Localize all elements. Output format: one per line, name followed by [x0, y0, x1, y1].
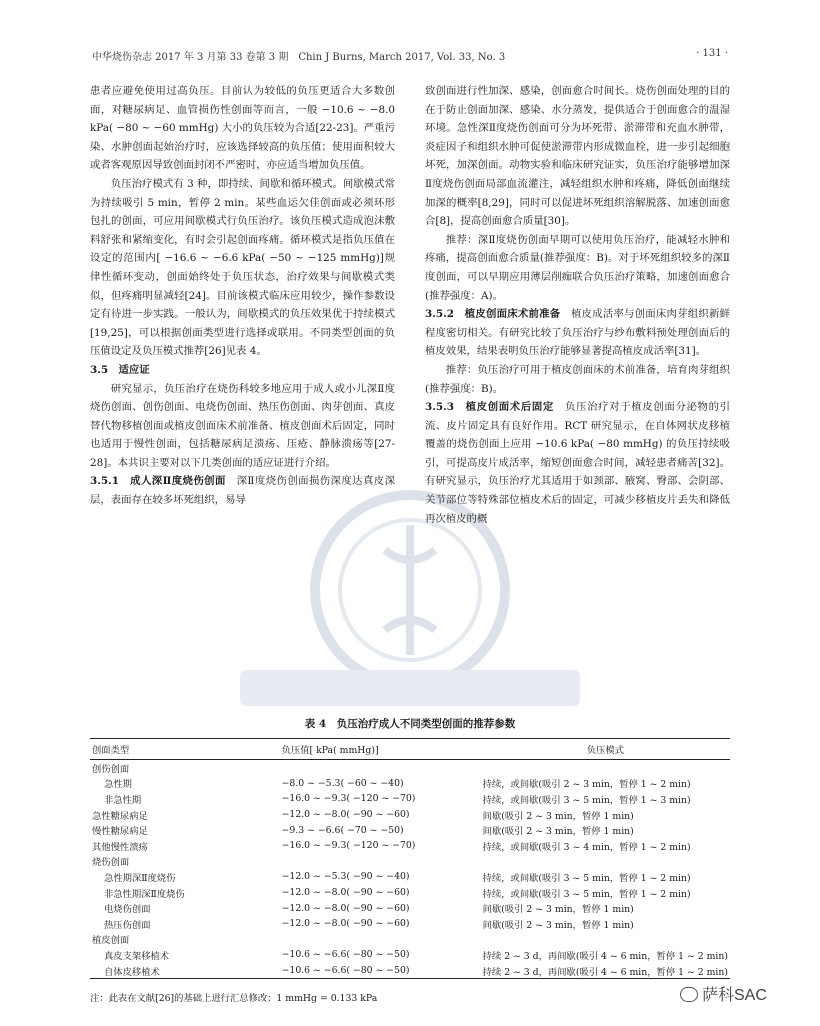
table-caption: 表 4 负压治疗成人不同类型创面的推荐参数	[304, 718, 516, 730]
paragraph: 深Ⅱ度烧伤创面损伤深度达真皮深层，表面存在较多坏死组织，易导	[90, 475, 395, 507]
cell-wound-type: 非急性期	[104, 794, 142, 806]
cell-pressure-value: −12.0 ~ −8.0( −90 ~ −60)	[281, 809, 410, 821]
cell-pressure-mode: 持续，或间歇(吸引 3 ~ 5 min，暂停 1 ~ 2 min)	[482, 872, 691, 884]
table-row	[90, 900, 730, 916]
table-row	[90, 760, 730, 776]
cell-pressure-value: −12.0 ~ −5.3( −90 ~ −40)	[281, 871, 410, 883]
table-row	[90, 885, 730, 901]
table-row	[90, 822, 730, 838]
table-header-row	[90, 739, 730, 760]
paragraph: 负压治疗对于植皮创面分泌物的引流、皮片固定具有良好作用。RCT 研究显示，在自体网状皮移植覆盖的烧伤创面上应用 −10.6 kPa( −80 mmHg) 的负压持续吸引，可提高皮片成活率，缩短创面愈合时间，减轻患者痛苦[32]。有研究显示，负压治疗尤其适用于如颈部、腋窝、臀部、会阴部、关节部位等特殊部位植皮术后的固定，可减少移植皮片丢失和降低再次植皮的概	[425, 401, 730, 525]
subsection-heading: 3.5.2 植皮创面床术前准备	[425, 308, 561, 321]
cell-wound-type: 真皮支架移植术	[104, 950, 170, 962]
section-heading: 3.5 适应证	[90, 363, 150, 376]
header-wound-type: 创面类型	[90, 739, 280, 760]
table-row	[90, 916, 730, 932]
cell-pressure-mode: 间歇(吸引 2 ~ 3 min，暂停 1 min)	[482, 810, 634, 822]
cell-pressure-mode	[481, 760, 730, 776]
cell-wound-type: 烧伤创面	[92, 857, 130, 869]
cell-pressure-mode: 持续，或间歇(吸引 3 ~ 5 min，暂停 1 ~ 3 min)	[482, 794, 691, 806]
cell-wound-type: 非急性期深Ⅱ度烧伤	[104, 888, 185, 900]
cell-pressure-value: −9.3 ~ −6.6( −70 ~ −50)	[281, 824, 404, 836]
logo-text: 萨科SAC	[702, 987, 767, 1004]
journal-citation: 中华烧伤杂志 2017 年 3 月第 33 卷第 3 期 Chin J Burns, March 2017, Vol. 33, No. 3	[92, 52, 506, 63]
left-column	[90, 82, 395, 510]
cell-wound-type: 急性期深Ⅱ度烧伤	[104, 872, 176, 884]
cell-pressure-mode: 持续 2 ~ 3 d，再间歇(吸引 4 ~ 6 min，暂停 1 ~ 2 min)	[482, 950, 728, 962]
cell-wound-type: 植皮创面	[92, 935, 130, 947]
watermark-band	[240, 670, 580, 706]
cell-pressure-mode: 持续，或间歇(吸引 2 ~ 3 min，暂停 1 ~ 2 min)	[482, 779, 691, 791]
cell-pressure-mode: 间歇(吸引 2 ~ 3 min，暂停 1 min)	[482, 904, 634, 916]
cell-wound-type: 急性期	[104, 779, 132, 791]
header-pressure-mode: 负压模式	[481, 739, 730, 760]
watermark-emblem	[385, 525, 435, 655]
cell-wound-type: 热压伤创面	[104, 919, 151, 931]
cell-pressure-value: −12.0 ~ −8.0( −90 ~ −60)	[281, 887, 410, 899]
wechat-icon	[680, 987, 698, 1002]
cell-wound-type: 慢性糖尿病足	[92, 826, 148, 838]
cell-pressure-value: −10.6 ~ −6.6( −80 ~ −50)	[281, 949, 410, 961]
cell-pressure-value: −10.6 ~ −6.6( −80 ~ −50)	[280, 963, 481, 979]
table-row	[90, 854, 730, 870]
cell-pressure-mode: 持续，或间歇(吸引 3 ~ 4 min，暂停 1 ~ 2 min)	[482, 841, 691, 853]
recommendation: 推荐：深Ⅱ度烧伤创面早期可以使用负压治疗，能减轻水肿和疼痛，提高创面愈合质量(推荐强度：B)。对于坏死组织较多的深Ⅱ度创面，可以早期应用薄层削痂联合负压治疗策略，加速创面愈合(推荐强度：A)。	[425, 233, 730, 302]
table-row	[90, 869, 730, 885]
paragraph: 负压治疗模式有 3 种，即持续、间歇和循环模式。间歇模式常为持续吸引 5 min，暂停 2 min。某些血运欠佳创面或必须环形包扎的创面，可应用间歇模式行负压治疗。该负压模式造成泡沫敷料舒张和紧缩变化，有时会引起创面疼痛。循环模式是指负压值在设定的范围内[ −16.6 ~ −6.6 kPa( −50 ~ −125 mmHg)]规律性循环变动，创面始终处于负压状态，治疗效果与间歇模式类似，但疼痛明显减轻[24]。目前该模式临床应用较少，操作参数设定有待进一步实践。一般认为，间歇模式的负压效果优于持续模式[19,25]，可以根据创面类型进行选择或联用。不同类型创面的负压值设定及负压模式推荐[26]见表 4。	[90, 177, 395, 358]
cell-pressure-value	[280, 854, 481, 870]
paragraph: 植皮成活率与创面床肉芽组织新鲜程度密切相关。有研究比较了负压治疗与纱布敷料预处理创面后的植皮效果，结果表明负压治疗能够显著提高植皮成活率[31]。	[425, 308, 731, 358]
cell-pressure-value: −8.0 ~ −5.3( −60 ~ −40)	[281, 777, 404, 789]
subsection-heading: 3.5.1 成人深Ⅱ度烧伤创面	[90, 475, 226, 488]
recommendation: 推荐：负压治疗可用于植皮创面床的术前准备，培育肉芽组织(推荐强度：B)。	[425, 363, 730, 395]
cell-pressure-mode: 持续，或间歇(吸引 3 ~ 5 min，暂停 1 ~ 2 min)	[482, 888, 691, 900]
cell-pressure-value	[280, 932, 481, 948]
table-row	[90, 791, 730, 807]
table-row	[90, 963, 730, 979]
running-header	[92, 48, 728, 66]
subsection-heading: 3.5.3 植皮创面术后固定	[425, 401, 554, 414]
cell-pressure-value: −16.0 ~ −9.3( −120 ~ −70)	[281, 793, 416, 805]
recommendation-table	[90, 738, 730, 979]
cell-wound-type: 急性糖尿病足	[92, 810, 148, 822]
table-row	[90, 776, 730, 792]
paragraph: 研究显示，负压治疗在烧伤科较多地应用于成人或小儿深Ⅱ度烧伤创面、创伤创面、电烧伤创面、热压伤创面、肉芽创面、真皮替代物移植创面或植皮创面床术前准备、植皮创面术后固定，同时也适用于慢性创面，包括糖尿病足溃疡、压疮、静脉溃疡等[27-28]。本共识主要对以下几类创面的适应证进行介绍。	[90, 382, 395, 469]
paragraph: 致创面进行性加深、感染，创面愈合时间长。烧伤创面处理的目的在于防止创面加深、感染、水分蒸发，提供适合于创面愈合的温湿环境。急性深Ⅱ度烧伤创面可分为坏死带、淤滞带和充血水肿带，炎症因子和组织水肿可促使淤滞带内形成微血栓，进一步引起细胞坏死，加深创面。动物实验和临床研究证实，负压治疗能够增加深Ⅱ度烧伤创面局部血流灌注，减轻组织水肿和疼痛，降低创面继续加深的概率[8,29]，同时可以促进坏死组织溶解脱落、加速创面愈合[8]，提高创面愈合质量[30]。	[425, 85, 730, 228]
cell-wound-type: 自体皮移植术	[90, 963, 280, 979]
cell-pressure-mode: 间歇(吸引 2 ~ 3 min，暂停 1 min)	[482, 919, 634, 931]
table-row	[90, 932, 730, 948]
cell-pressure-value: −12.0 ~ −8.0( −90 ~ −60)	[281, 918, 410, 930]
wechat-logo	[680, 982, 767, 1005]
paragraph: 患者应避免使用过高负压。目前认为较低的负压更适合大多数创面，对糖尿病足、血管损伤性创面等而言，一般 −10.6 ~ −8.0 kPa( −80 ~ −60 mmHg) 大小的负压较为合适[22-23]。严重污染、水肿创面起始治疗时，应该选择较高的负压值；使用面积较大或者客观原因导致创面封闭不严密时，亦应适当增加负压值。	[90, 85, 395, 172]
cell-pressure-value: −16.0 ~ −9.3( −120 ~ −70)	[281, 840, 416, 852]
cell-pressure-mode: 持续 2 ~ 3 d，再间歇(吸引 4 ~ 6 min，暂停 1 ~ 2 min)	[481, 963, 730, 979]
cell-wound-type: 其他慢性溃疡	[92, 841, 148, 853]
right-column	[425, 82, 730, 528]
header-pressure-value: 负压值[ kPa( mmHg)]	[280, 739, 481, 760]
watermark-inner-ring	[340, 520, 480, 660]
table-row	[90, 947, 730, 963]
cell-pressure-mode	[481, 932, 730, 948]
cell-pressure-value	[280, 760, 481, 776]
cell-pressure-mode: 间歇(吸引 2 ~ 3 min，暂停 1 min)	[482, 826, 634, 838]
table-note: 注：此表在文献[26]的基础上进行汇总修改；1 mmHg = 0.133 kPa	[90, 993, 378, 1004]
page-number: · 131 ·	[696, 48, 728, 59]
cell-wound-type: 创伤创面	[92, 763, 130, 775]
cell-pressure-mode	[481, 854, 730, 870]
cell-wound-type: 电烧伤创面	[104, 904, 151, 916]
table-row	[90, 838, 730, 854]
table-row	[90, 807, 730, 823]
cell-pressure-value: −12.0 ~ −8.0( −90 ~ −60)	[281, 902, 410, 914]
